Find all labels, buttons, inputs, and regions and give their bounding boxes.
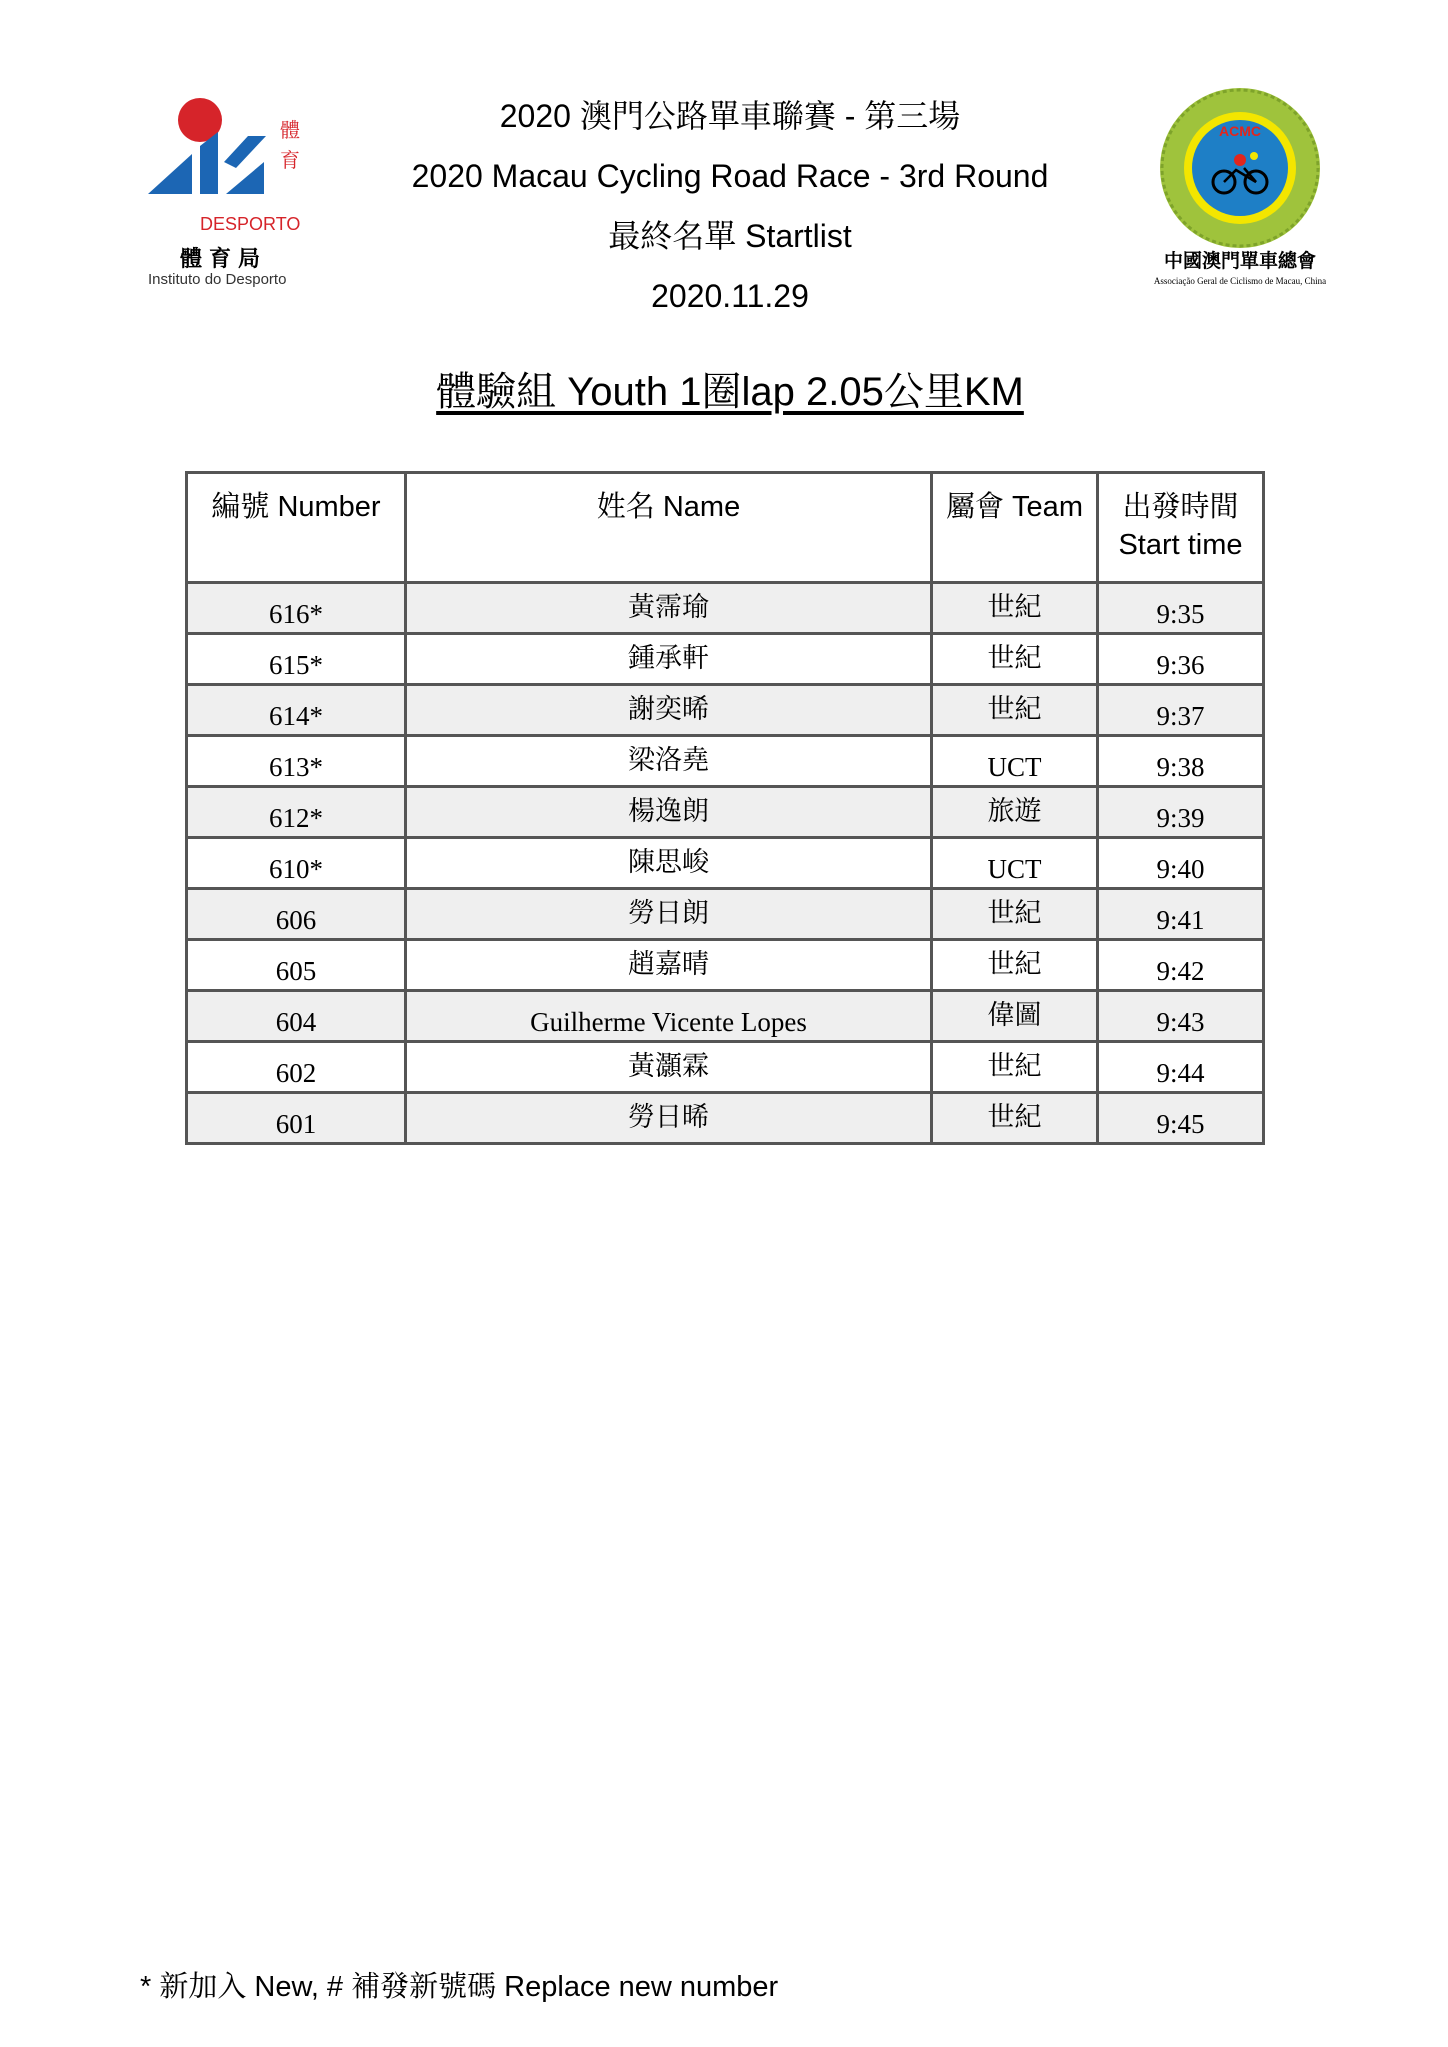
rider-team: 世紀	[987, 1102, 1042, 1132]
acmc-portuguese-name: Associação Geral de Ciclismo de Macau, China	[1153, 276, 1327, 286]
rider-team: 世紀	[987, 898, 1042, 928]
header-start-time-zh: 出發時間	[1122, 491, 1239, 523]
start-time: 9:45	[1156, 1109, 1205, 1139]
acmc-logo	[1150, 86, 1330, 296]
event-date: 2020.11.29	[651, 278, 809, 314]
acmc-badge-text: ACMC	[1219, 123, 1261, 139]
document-header	[330, 86, 1130, 326]
rider-number: 605	[275, 956, 317, 986]
rider-team: 世紀	[987, 592, 1042, 622]
rider-number: 606	[275, 905, 317, 935]
table-row	[187, 583, 1264, 634]
table-row	[187, 736, 1264, 787]
startlist-table	[185, 471, 1265, 1145]
logo-vertical-char-2: 育	[280, 148, 300, 172]
start-time: 9:38	[1156, 752, 1205, 782]
rider-number: 612*	[269, 803, 323, 833]
acmc-emblem-icon	[1158, 86, 1322, 250]
header-start-time-en: Start time	[1118, 529, 1243, 561]
rider-number: 602	[275, 1058, 317, 1088]
rider-name: 趙嘉晴	[628, 949, 709, 979]
rider-name: 梁洛堯	[628, 745, 709, 775]
rider-number: 616*	[269, 599, 323, 629]
desporto-logo	[148, 96, 318, 296]
rider-number: 604	[275, 1007, 317, 1037]
rider-team: UCT	[987, 752, 1042, 782]
logo-vertical-char-1: 體	[280, 118, 300, 142]
table-header-row	[187, 473, 1264, 583]
logo-portuguese-name: Instituto do Desporto	[148, 271, 287, 288]
table-row	[187, 1042, 1264, 1093]
logo-abbreviation: DESPORTO	[200, 214, 301, 234]
rider-team: 旅遊	[987, 796, 1042, 826]
rider-name: 黃霈瑜	[628, 592, 709, 622]
header-name: 姓名 Name	[406, 473, 932, 583]
rider-number: 601	[275, 1109, 317, 1139]
footnote: * 新加入 New, # 補發新號碼 Replace new number	[140, 1971, 779, 2003]
rider-number: 614*	[269, 701, 323, 731]
title-chinese: 2020 澳門公路單車聯賽 - 第三場	[499, 98, 961, 134]
acmc-chinese-name: 中國澳門單車總會	[1163, 250, 1316, 272]
start-time: 9:43	[1156, 1007, 1205, 1037]
rider-name: 黃灝霖	[628, 1051, 709, 1081]
title-startlist: 最終名單 Startlist	[608, 218, 852, 254]
table-row	[187, 991, 1264, 1042]
rider-team: 世紀	[987, 949, 1042, 979]
table-row	[187, 940, 1264, 991]
rider-team: 世紀	[987, 1051, 1042, 1081]
rider-team: UCT	[987, 854, 1042, 884]
start-time: 9:39	[1156, 803, 1205, 833]
header-start-time	[1098, 473, 1264, 583]
rider-team: 世紀	[987, 694, 1042, 724]
start-time: 9:36	[1156, 650, 1205, 680]
table-row	[187, 889, 1264, 940]
rider-number: 613*	[269, 752, 323, 782]
header-team: 屬會 Team	[932, 473, 1098, 583]
rider-name: 陳思峻	[628, 847, 709, 877]
logo-chinese-name: 體育局	[180, 247, 268, 272]
table-row	[187, 685, 1264, 736]
start-time: 9:42	[1156, 956, 1205, 986]
title-english: 2020 Macau Cycling Road Race - 3rd Round	[411, 158, 1049, 194]
rider-team: 偉圖	[987, 1000, 1042, 1030]
rider-name: 楊逸朗	[628, 796, 709, 826]
rider-name: Guilherme Vicente Lopes	[530, 1007, 807, 1037]
table-row	[187, 1093, 1264, 1144]
rider-name: 勞日朗	[628, 898, 709, 928]
rider-name: 鍾承軒	[628, 643, 709, 673]
category-title: 體驗組 Youth 1圈lap 2.05公里KM	[436, 370, 1024, 414]
start-time: 9:44	[1156, 1058, 1205, 1088]
rider-name: 謝奕晞	[628, 694, 709, 724]
table-row	[187, 634, 1264, 685]
start-time: 9:40	[1156, 854, 1205, 884]
rider-number: 610*	[269, 854, 323, 884]
start-time: 9:37	[1156, 701, 1205, 731]
rider-team: 世紀	[987, 643, 1042, 673]
header-number: 編號 Number	[187, 473, 406, 583]
rider-number: 615*	[269, 650, 323, 680]
start-time: 9:35	[1156, 599, 1205, 629]
table-row	[187, 787, 1264, 838]
start-time: 9:41	[1156, 905, 1205, 935]
table-row	[187, 838, 1264, 889]
rider-name: 勞日晞	[628, 1102, 709, 1132]
